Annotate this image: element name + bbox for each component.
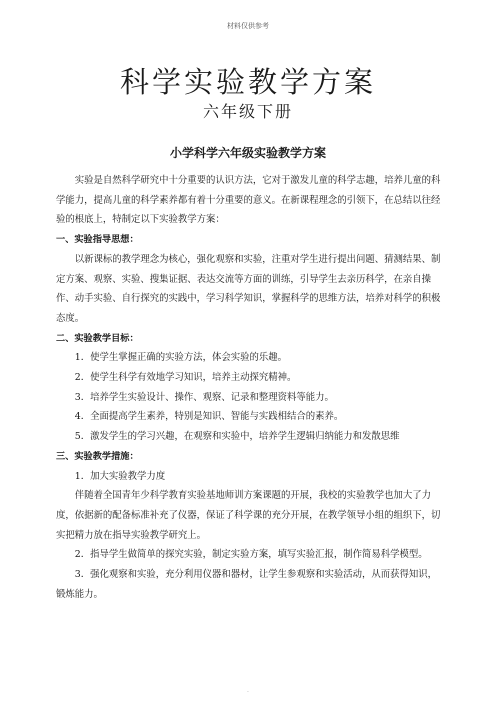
goal-item: 5．激发学生的学习兴趣，在观察和实验中，培养学生逻辑归纳能力和发散思维 xyxy=(74,431,400,443)
main-title: 科学实验教学方案 xyxy=(119,65,376,99)
footer-mark: . xyxy=(247,687,249,694)
section-heading-guiding-idea: 一、实验指导思想： xyxy=(56,234,139,246)
measure-item: 1．加大实验教学力度 xyxy=(74,470,166,482)
goal-item: 2．使学生科学有效地学习知识，培养主动探究精神。 xyxy=(74,372,297,384)
goal-item: 1．使学生掌握正确的实验方法，体会实验的乐趣。 xyxy=(74,352,288,364)
goal-item: 3．培养学生实验设计、操作、观察、记录和整理资料等能力。 xyxy=(74,391,334,403)
section-heading-goals: 二、实验教学目标： xyxy=(56,332,139,344)
measure-item: 2．指导学生做简单的探究实验，制定实验方案，填写实验汇报，制作简易科学模型。 xyxy=(74,549,428,561)
measure-item: 3．强化观察和实验，充分利用仪器和器材，让学生参观察和实验活动，从而获得知识，锻炼能力。 xyxy=(56,569,438,600)
document-heading: 小学科学六年级实验教学方案 xyxy=(169,146,326,160)
intro-paragraph: 实验是自然科学研究中十分重要的认识方法，它对于激发儿童的科学志趣，培养儿童的科学能力，提高儿童的科学素养都有着十分重要的意义。在新课程理念的引领下，在总结以往经验的根底上，特制定以下实验教学方案： xyxy=(56,175,441,226)
subtitle: 六年级下册 xyxy=(202,102,293,121)
guiding-idea-paragraph: 以新课标的教学理念为核心，强化观察和实验，注重对学生进行提出问题、猜测结果、制定方案、观察、实验、搜集证据、表达交流等方面的训练，引导学生去亲历科学，在亲自操作、动手实验、自行探究的实践中，学习科学知识，掌握科学的思维方法，培养对科学的积极态度。 xyxy=(56,253,441,324)
goal-item: 4．全面提高学生素养，特别是知识、智能与实践相结合的素养。 xyxy=(74,411,344,423)
document-body xyxy=(56,171,444,604)
header-note: 材料仅供参考 xyxy=(227,22,269,30)
measure-item: 伴随着全国青年少科学教育实验基地师训方案课题的开展，我校的实验教学也加大了力度，依据新的配备标准补充了仪器，保证了科学课的充分开展，在教学领导小组的组织下，切实把精力放在指导实验教学研究上。 xyxy=(56,490,441,541)
section-heading-measures: 三、实验教学措施： xyxy=(56,450,139,462)
